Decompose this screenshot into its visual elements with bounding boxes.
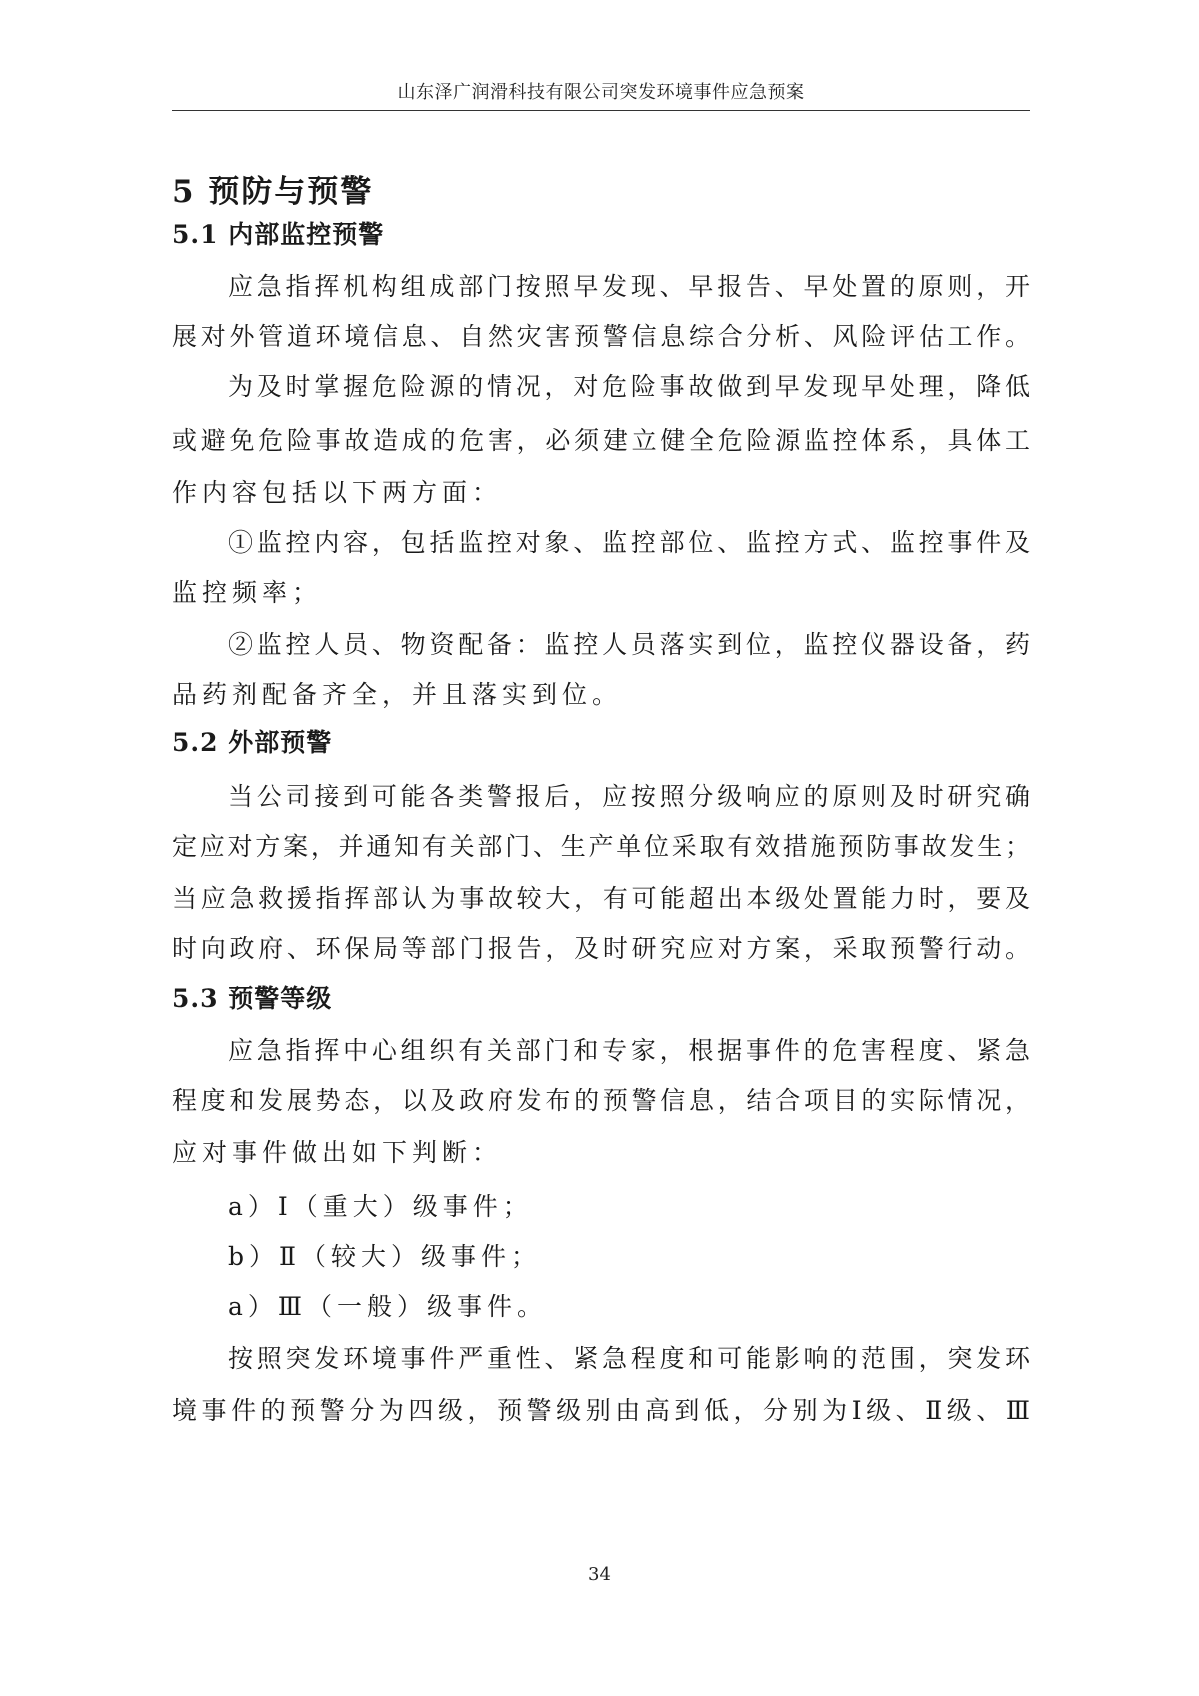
text-line: 应急指挥中心组织有关部门和专家，根据事件的危害程度、紧急 (228, 1036, 1030, 1065)
text-line: 作内容包括以下两方面： (172, 478, 503, 507)
text-line: 程度和发展势态，以及政府发布的预警信息，结合项目的实际情况， (172, 1086, 1030, 1115)
text-line: 展对外管道环境信息、自然灾害预警信息综合分析、风险评估工作。 (172, 322, 1030, 351)
text-line: 时向政府、环保局等部门报告，及时研究应对方案，采取预警行动。 (172, 934, 1030, 963)
text-line: 应急指挥机构组成部门按照早发现、早报告、早处置的原则，开 (228, 272, 1030, 301)
text-line: 品药剂配备齐全，并且落实到位。 (172, 680, 623, 709)
text-line: 监控频率； (172, 578, 323, 607)
text-line: 应对事件做出如下判断： (172, 1138, 503, 1167)
subsection-title: 5.2 外部预警 (172, 728, 333, 757)
page-number: 34 (588, 1564, 611, 1585)
subsection-title: 5.1 内部监控预警 (172, 220, 385, 249)
text-line: 按照突发环境事件严重性、紧急程度和可能影响的范围，突发环 (228, 1344, 1030, 1373)
text-line: 为及时掌握危险源的情况，对危险事故做到早发现早处理，降低 (228, 372, 1030, 401)
page-header: 山东泽广润滑科技有限公司突发环境事件应急预案 (397, 82, 805, 103)
list-item: a）Ⅲ（一般）级事件。 (228, 1292, 548, 1321)
list-item: b）Ⅱ（较大）级事件； (228, 1242, 541, 1271)
text-line: 境事件的预警分为四级，预警级别由高到低，分别为Ⅰ级、Ⅱ级、Ⅲ (172, 1396, 1030, 1425)
header-rule (172, 110, 1030, 111)
text-line: 定应对方案，并通知有关部门、生产单位采取有效措施预防事故发生； (172, 832, 1030, 861)
subsection-title: 5.3 预警等级 (172, 984, 333, 1013)
text-line: ①监控内容，包括监控对象、监控部位、监控方式、监控事件及 (228, 528, 1030, 557)
text-line: 或避免危险事故造成的危害，必须建立健全危险源监控体系，具体工 (172, 426, 1030, 455)
list-item: a）Ⅰ（重大）级事件； (228, 1192, 533, 1221)
section-title: 5 预防与预警 (172, 174, 374, 210)
text-line: ②监控人员、物资配备：监控人员落实到位，监控仪器设备，药 (228, 630, 1030, 659)
text-line: 当应急救援指挥部认为事故较大，有可能超出本级处置能力时，要及 (172, 884, 1030, 913)
text-line: 当公司接到可能各类警报后，应按照分级响应的原则及时研究确 (228, 782, 1030, 811)
